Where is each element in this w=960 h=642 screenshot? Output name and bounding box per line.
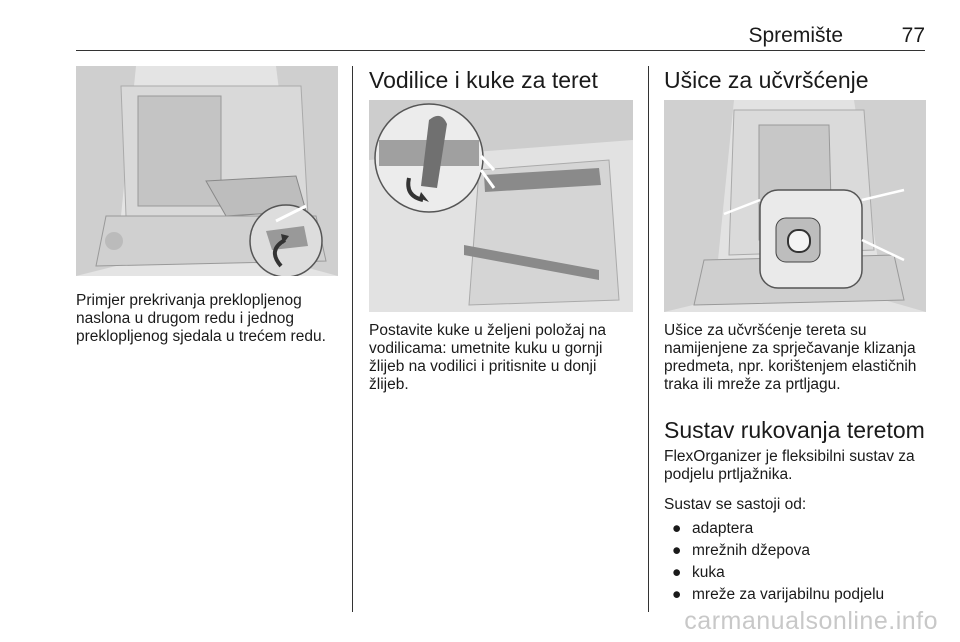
section-heading-usice: Ušice za učvršćenje: [664, 67, 869, 93]
section-title: Spremište: [748, 24, 843, 47]
column-divider-2: [648, 66, 649, 612]
bullet-icon: ●: [672, 520, 682, 537]
bullet-icon: ●: [672, 564, 682, 581]
tie-down-eye-illustration: [664, 100, 926, 312]
column-divider-1: [352, 66, 353, 612]
cargo-rail-illustration: [369, 100, 633, 312]
cargo-area-illustration: [76, 66, 338, 276]
page-number: 77: [901, 24, 925, 47]
list-item: ● kuka: [672, 564, 725, 581]
section-heading-sustav: Sustav rukovanja teretom: [664, 417, 925, 443]
tie-down-description: Ušice za učvršćenje tereta su namijenjene za sprječavanje klizanja predmeta, npr. korištenjem elastičnih traka ili mreže za prtljagu.: [664, 322, 917, 393]
bullet-icon: ●: [672, 542, 682, 559]
flexorganizer-description: FlexOrganizer je fleksibilni sustav za podjelu prtljažnika.: [664, 448, 915, 483]
column-2: [369, 66, 633, 393]
system-components-intro: Sustav se sastoji od:: [664, 496, 807, 513]
rail-instructions: Postavite kuke u željeni položaj na vodilicama: umetnite kuku u gornji žlijeb na vodilici i pritisnite u donji žlijeb.: [369, 322, 606, 393]
caption: Primjer prekrivanja preklopljenog naslona u drugom redu i jednog preklopljenog sjedala u trećem redu.: [76, 292, 326, 345]
list-item: ● adaptera: [672, 520, 754, 537]
section-heading-vodilice: Vodilice i kuke za teret: [369, 67, 598, 93]
components-list: [664, 520, 930, 604]
watermark: carmanualsonline.info: [684, 607, 938, 635]
page-header: [76, 24, 925, 51]
column-3: [664, 66, 926, 603]
list-item: ● mreže za varijabilnu podjelu: [672, 586, 885, 603]
list-item: ● mrežnih džepova: [672, 542, 811, 559]
bullet-icon: ●: [672, 586, 682, 603]
